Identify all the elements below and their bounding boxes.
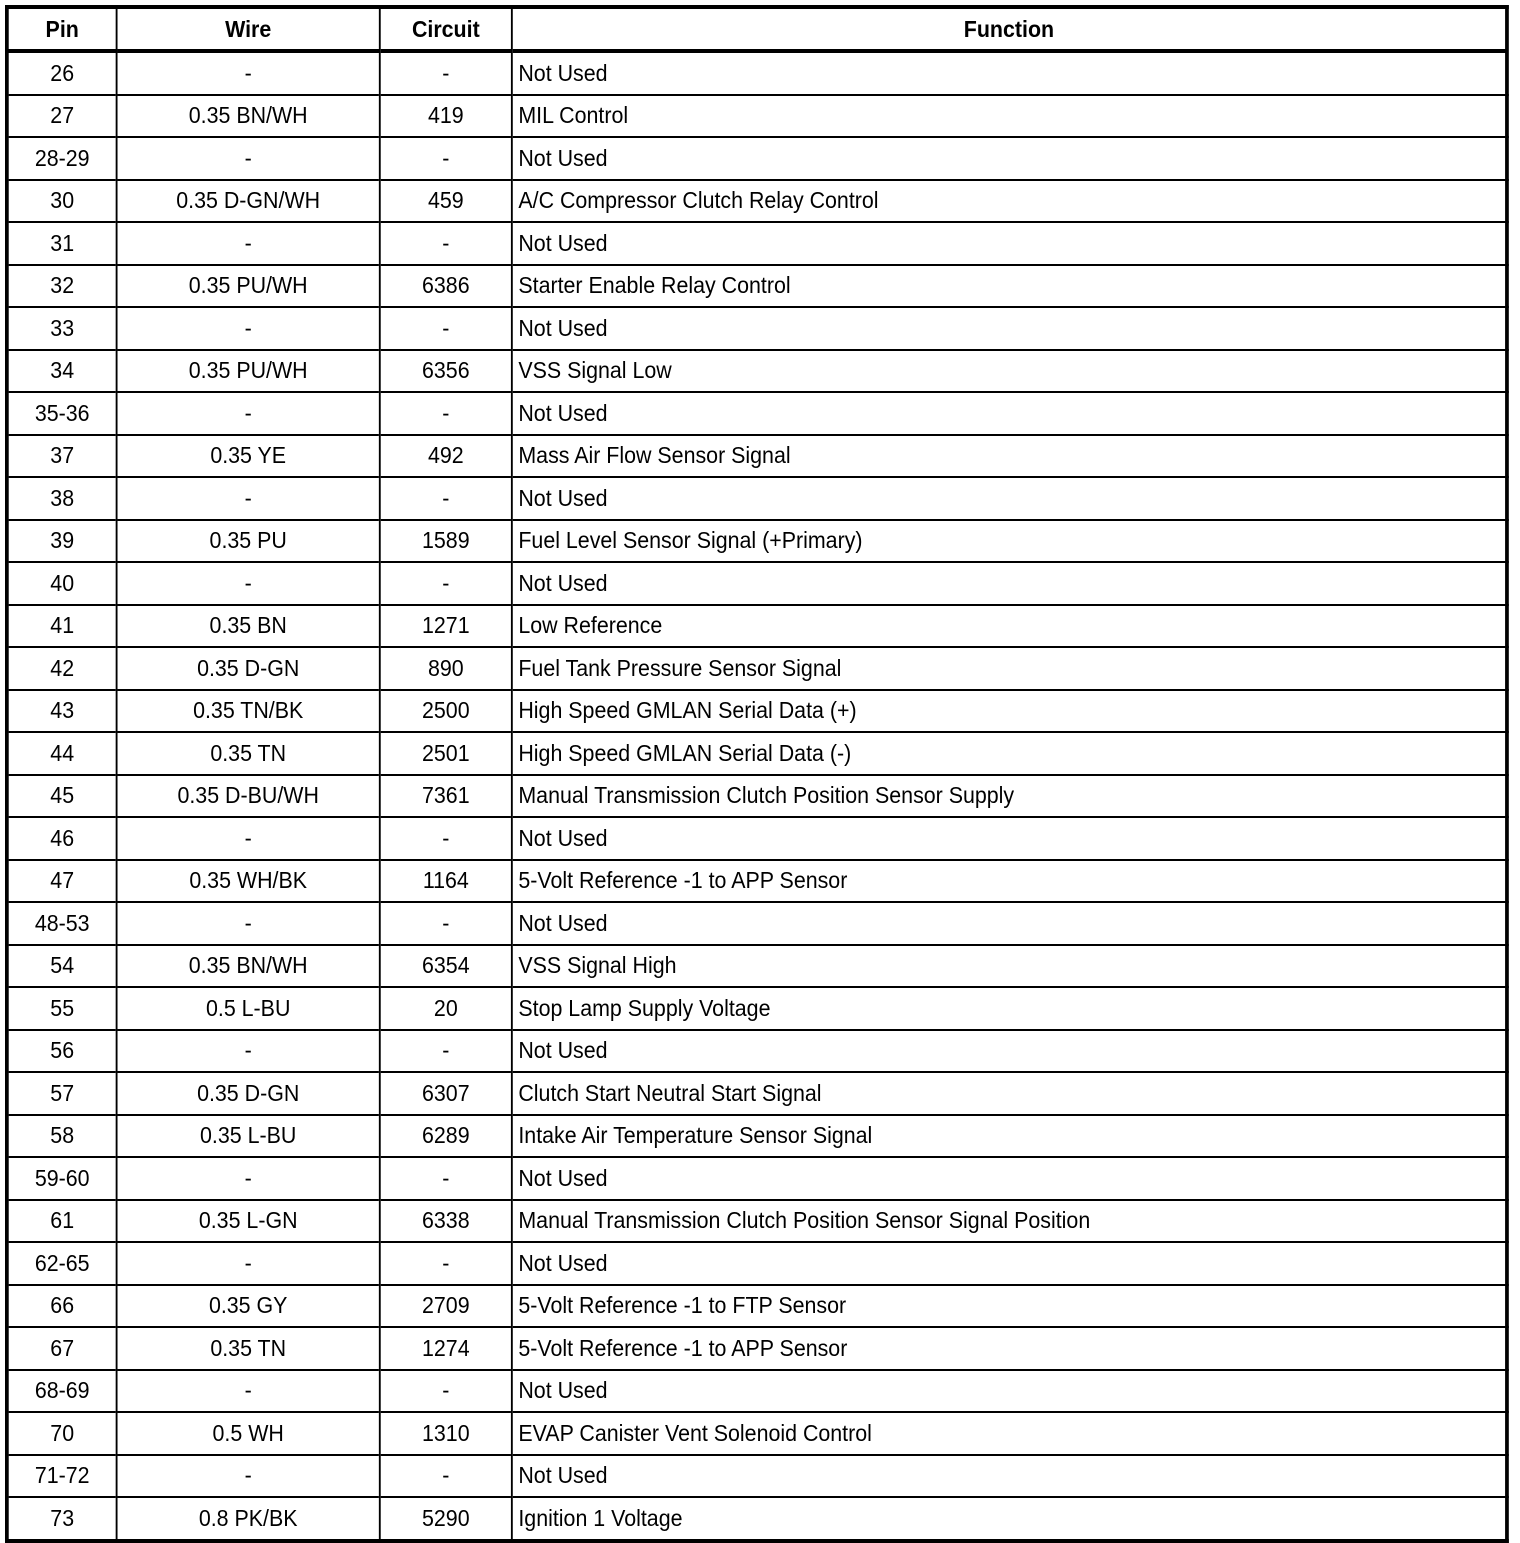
connector-pinout-table — [5, 5, 1509, 1543]
table-row — [7, 1412, 1507, 1455]
table-row — [7, 690, 1507, 733]
function-cell: Not Used — [512, 1157, 1507, 1200]
pin-cell: 40 — [7, 562, 117, 605]
function-cell: Not Used — [512, 477, 1507, 520]
table-row — [7, 605, 1507, 648]
function-cell: EVAP Canister Vent Solenoid Control — [512, 1412, 1507, 1455]
circuit-cell: 1164 — [380, 860, 512, 903]
pin-cell: 30 — [7, 180, 117, 223]
pin-cell: 56 — [7, 1030, 117, 1073]
table-body — [7, 51, 1507, 1541]
function-cell: Stop Lamp Supply Voltage — [512, 987, 1507, 1030]
function-cell: Not Used — [512, 307, 1507, 350]
function-cell: Intake Air Temperature Sensor Signal — [512, 1115, 1507, 1158]
wire-cell: 0.35 D-GN — [117, 647, 380, 690]
wire-cell: 0.35 TN/BK — [117, 690, 380, 733]
header-pin: Pin — [7, 7, 117, 51]
pin-cell: 38 — [7, 477, 117, 520]
table-row — [7, 222, 1507, 265]
circuit-cell: 890 — [380, 647, 512, 690]
wire-cell: - — [117, 562, 380, 605]
pin-cell: 59-60 — [7, 1157, 117, 1200]
pin-cell: 28-29 — [7, 137, 117, 180]
circuit-cell: - — [380, 902, 512, 945]
circuit-cell: 5290 — [380, 1497, 512, 1541]
wire-cell: 0.35 YE — [117, 435, 380, 478]
pin-cell: 48-53 — [7, 902, 117, 945]
pin-cell: 55 — [7, 987, 117, 1030]
circuit-cell: - — [380, 1030, 512, 1073]
function-cell: High Speed GMLAN Serial Data (+) — [512, 690, 1507, 733]
pin-cell: 45 — [7, 775, 117, 818]
circuit-cell: 1271 — [380, 605, 512, 648]
function-cell: Not Used — [512, 137, 1507, 180]
wire-cell: 0.35 L-BU — [117, 1115, 380, 1158]
wire-cell: 0.5 WH — [117, 1412, 380, 1455]
table-row — [7, 180, 1507, 223]
circuit-cell: - — [380, 1455, 512, 1498]
function-cell: Ignition 1 Voltage — [512, 1497, 1507, 1541]
circuit-cell: 1589 — [380, 520, 512, 563]
wire-cell: 0.35 TN — [117, 732, 380, 775]
function-cell: Not Used — [512, 1242, 1507, 1285]
wire-cell: - — [117, 51, 380, 95]
table-row — [7, 860, 1507, 903]
function-cell: Manual Transmission Clutch Position Sensor Signal Position — [512, 1200, 1507, 1243]
wire-cell: - — [117, 1157, 380, 1200]
function-cell: Low Reference — [512, 605, 1507, 648]
function-cell: A/C Compressor Clutch Relay Control — [512, 180, 1507, 223]
circuit-cell: - — [380, 392, 512, 435]
circuit-cell: - — [380, 477, 512, 520]
wire-cell: - — [117, 817, 380, 860]
pin-cell: 46 — [7, 817, 117, 860]
table-row — [7, 265, 1507, 308]
function-cell: VSS Signal Low — [512, 350, 1507, 393]
circuit-cell: 20 — [380, 987, 512, 1030]
header-row — [7, 7, 1507, 51]
table-row — [7, 1242, 1507, 1285]
wire-cell: - — [117, 1370, 380, 1413]
wire-cell: 0.5 L-BU — [117, 987, 380, 1030]
circuit-cell: 492 — [380, 435, 512, 478]
pin-cell: 58 — [7, 1115, 117, 1158]
function-cell: Mass Air Flow Sensor Signal — [512, 435, 1507, 478]
table-row — [7, 902, 1507, 945]
pin-cell: 62-65 — [7, 1242, 117, 1285]
wire-cell: - — [117, 1242, 380, 1285]
pin-cell: 33 — [7, 307, 117, 350]
table-row — [7, 647, 1507, 690]
wire-cell: 0.35 D-GN — [117, 1072, 380, 1115]
function-cell: Not Used — [512, 1455, 1507, 1498]
function-cell: VSS Signal High — [512, 945, 1507, 988]
circuit-cell: 419 — [380, 95, 512, 138]
table-row — [7, 350, 1507, 393]
table-row — [7, 520, 1507, 563]
function-cell: Not Used — [512, 1370, 1507, 1413]
wire-cell: 0.35 BN — [117, 605, 380, 648]
pin-cell: 54 — [7, 945, 117, 988]
circuit-cell: 1274 — [380, 1327, 512, 1370]
circuit-cell: - — [380, 562, 512, 605]
wire-cell: 0.35 TN — [117, 1327, 380, 1370]
wire-cell: 0.35 BN/WH — [117, 945, 380, 988]
wire-cell: - — [117, 222, 380, 265]
pin-cell: 61 — [7, 1200, 117, 1243]
circuit-cell: 2501 — [380, 732, 512, 775]
function-cell: Not Used — [512, 222, 1507, 265]
table-row — [7, 477, 1507, 520]
table-row — [7, 562, 1507, 605]
circuit-cell: - — [380, 137, 512, 180]
pin-cell: 73 — [7, 1497, 117, 1541]
wire-cell: - — [117, 307, 380, 350]
pin-cell: 68-69 — [7, 1370, 117, 1413]
pin-cell: 41 — [7, 605, 117, 648]
table-row — [7, 1115, 1507, 1158]
function-cell: Fuel Tank Pressure Sensor Signal — [512, 647, 1507, 690]
header-function: Function — [512, 7, 1507, 51]
table-row — [7, 1200, 1507, 1243]
function-cell: Not Used — [512, 1030, 1507, 1073]
function-cell: 5-Volt Reference -1 to APP Sensor — [512, 860, 1507, 903]
function-cell: Not Used — [512, 902, 1507, 945]
circuit-cell: - — [380, 1157, 512, 1200]
wire-cell: - — [117, 1030, 380, 1073]
function-cell: Not Used — [512, 562, 1507, 605]
wire-cell: - — [117, 902, 380, 945]
table-row — [7, 1497, 1507, 1541]
table-row — [7, 307, 1507, 350]
pin-cell: 35-36 — [7, 392, 117, 435]
pin-cell: 47 — [7, 860, 117, 903]
circuit-cell: 6356 — [380, 350, 512, 393]
pin-cell: 32 — [7, 265, 117, 308]
circuit-cell: 7361 — [380, 775, 512, 818]
wire-cell: 0.35 D-BU/WH — [117, 775, 380, 818]
circuit-cell: - — [380, 222, 512, 265]
wire-cell: 0.35 D-GN/WH — [117, 180, 380, 223]
wire-cell: - — [117, 392, 380, 435]
wire-cell: 0.35 PU — [117, 520, 380, 563]
wire-cell: 0.35 L-GN — [117, 1200, 380, 1243]
function-cell: MIL Control — [512, 95, 1507, 138]
table-header — [7, 7, 1507, 51]
function-cell: Not Used — [512, 817, 1507, 860]
circuit-cell: - — [380, 1370, 512, 1413]
pin-cell: 70 — [7, 1412, 117, 1455]
pin-cell: 57 — [7, 1072, 117, 1115]
function-cell: High Speed GMLAN Serial Data (-) — [512, 732, 1507, 775]
function-cell: Not Used — [512, 392, 1507, 435]
circuit-cell: 459 — [380, 180, 512, 223]
table-row — [7, 1327, 1507, 1370]
circuit-cell: 6338 — [380, 1200, 512, 1243]
pin-cell: 67 — [7, 1327, 117, 1370]
table-row — [7, 1370, 1507, 1413]
circuit-cell: - — [380, 307, 512, 350]
wire-cell: - — [117, 1455, 380, 1498]
table-row — [7, 945, 1507, 988]
table-row — [7, 392, 1507, 435]
table-row — [7, 987, 1507, 1030]
table-row — [7, 435, 1507, 478]
table-row — [7, 732, 1507, 775]
circuit-cell: - — [380, 1242, 512, 1285]
table-row — [7, 1157, 1507, 1200]
pin-cell: 66 — [7, 1285, 117, 1328]
table-row — [7, 1030, 1507, 1073]
circuit-cell: 6289 — [380, 1115, 512, 1158]
pin-cell: 43 — [7, 690, 117, 733]
pin-cell: 27 — [7, 95, 117, 138]
pin-cell: 34 — [7, 350, 117, 393]
table-row — [7, 137, 1507, 180]
function-cell: Not Used — [512, 51, 1507, 95]
pin-cell: 37 — [7, 435, 117, 478]
table-row — [7, 1285, 1507, 1328]
wire-cell: 0.35 PU/WH — [117, 265, 380, 308]
pin-cell: 71-72 — [7, 1455, 117, 1498]
table-row — [7, 1072, 1507, 1115]
circuit-cell: 1310 — [380, 1412, 512, 1455]
wire-cell: - — [117, 137, 380, 180]
wire-cell: 0.35 PU/WH — [117, 350, 380, 393]
table-row — [7, 1455, 1507, 1498]
function-cell: 5-Volt Reference -1 to FTP Sensor — [512, 1285, 1507, 1328]
pin-cell: 31 — [7, 222, 117, 265]
header-wire: Wire — [117, 7, 380, 51]
wire-cell: 0.8 PK/BK — [117, 1497, 380, 1541]
pin-cell: 39 — [7, 520, 117, 563]
table-row — [7, 95, 1507, 138]
circuit-cell: 2500 — [380, 690, 512, 733]
circuit-cell: 6354 — [380, 945, 512, 988]
pin-cell: 42 — [7, 647, 117, 690]
function-cell: Starter Enable Relay Control — [512, 265, 1507, 308]
circuit-cell: 2709 — [380, 1285, 512, 1328]
table-row — [7, 775, 1507, 818]
wire-cell: 0.35 WH/BK — [117, 860, 380, 903]
wire-cell: 0.35 BN/WH — [117, 95, 380, 138]
table-row — [7, 51, 1507, 95]
circuit-cell: - — [380, 51, 512, 95]
pin-cell: 44 — [7, 732, 117, 775]
circuit-cell: 6386 — [380, 265, 512, 308]
function-cell: 5-Volt Reference -1 to APP Sensor — [512, 1327, 1507, 1370]
header-circuit: Circuit — [380, 7, 512, 51]
function-cell: Manual Transmission Clutch Position Sensor Supply — [512, 775, 1507, 818]
table-row — [7, 817, 1507, 860]
function-cell: Clutch Start Neutral Start Signal — [512, 1072, 1507, 1115]
wire-cell: - — [117, 477, 380, 520]
circuit-cell: 6307 — [380, 1072, 512, 1115]
function-cell: Fuel Level Sensor Signal (+Primary) — [512, 520, 1507, 563]
wire-cell: 0.35 GY — [117, 1285, 380, 1328]
pin-cell: 26 — [50, 59, 75, 86]
circuit-cell: - — [380, 817, 512, 860]
